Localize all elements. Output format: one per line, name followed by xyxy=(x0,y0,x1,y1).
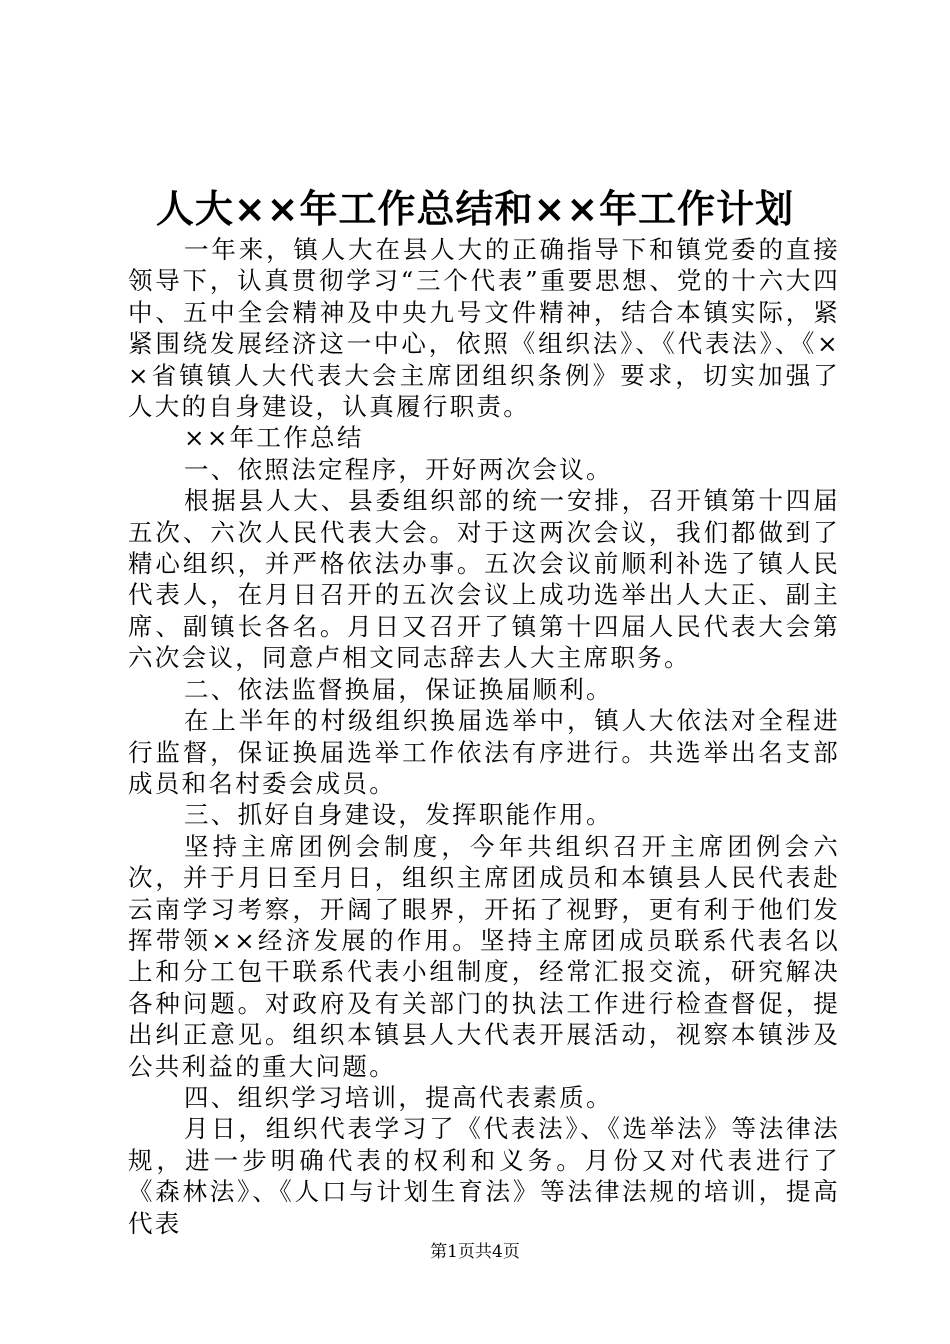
paragraph-section-1: 根据县人大、县委组织部的统一安排，召开镇第十四届五次、六次人民代表大会。对于这两次会议，我们都做到了精心组织，并严格依法办事。五次会议前顺利补选了镇人民代表人，在月日召开的五次会议上成功选举出人大正、副主席、副镇长各名。月日又召开了镇第十四届人民代表大会第六次会议，同意卢相文同志辞去人大主席职务。 xyxy=(128,486,840,673)
document-body xyxy=(128,234,840,1239)
page-footer xyxy=(0,1240,950,1264)
paragraph-section-4: 月日，组织代表学习了《代表法》、《选举法》等法律法规，进一步明确代表的权利和义务。月份又对代表进行了《森林法》、《人口与计划生育法》等法律法规的培训，提高代表 xyxy=(128,1114,840,1238)
section-heading-1: 一、依照法定程序，开好两次会议。 xyxy=(184,454,613,484)
document-title: 人大××年工作总结和××年工作计划 xyxy=(155,187,795,231)
section-heading-3: 三、抓好自身建设，发挥职能作用。 xyxy=(184,800,613,830)
section-heading-summary: ××年工作总结 xyxy=(184,423,364,453)
page-number: 第1页 xyxy=(430,1242,475,1262)
section-heading-2: 二、依法监督换届，保证换届顺利。 xyxy=(184,674,613,704)
paragraph-intro: 一年来，镇人大在县人大的正确指导下和镇党委的直接领导下，认真贯彻学习“三个代表”重要思想、党的十六大四中、五中全会精神及中央九号文件精神，结合本镇实际，紧紧围绕发展经济这一中心，依照《组织法》、《代表法》、《××省镇镇人大代表大会主席团组织条例》要求，切实加强了人大的自身建设，认真履行职责。 xyxy=(128,235,840,422)
paragraph-section-3: 坚持主席团例会制度，今年共组织召开主席团例会六次，并于月日至月日，组织主席团成员和本镇县人民代表赴云南学习考察，开阔了眼界，开拓了视野，更有利于他们发挥带领××经济发展的作用。坚持主席团成员联系代表名以上和分工包干联系代表小组制度，经常汇报交流，研究解决各种问题。对政府及有关部门的执法工作进行检查督促，提出纠正意见。组织本镇县人大代表开展活动，视察本镇涉及公共利益的重大问题。 xyxy=(128,831,840,1081)
page-total: 共4页 xyxy=(475,1242,520,1262)
section-heading-4: 四、组织学习培训，提高代表素质。 xyxy=(184,1082,613,1112)
paragraph-section-2: 在上半年的村级组织换届选举中，镇人大依法对全程进行监督，保证换届选举工作依法有序进行。共选举出名支部成员和名村委会成员。 xyxy=(128,706,840,798)
